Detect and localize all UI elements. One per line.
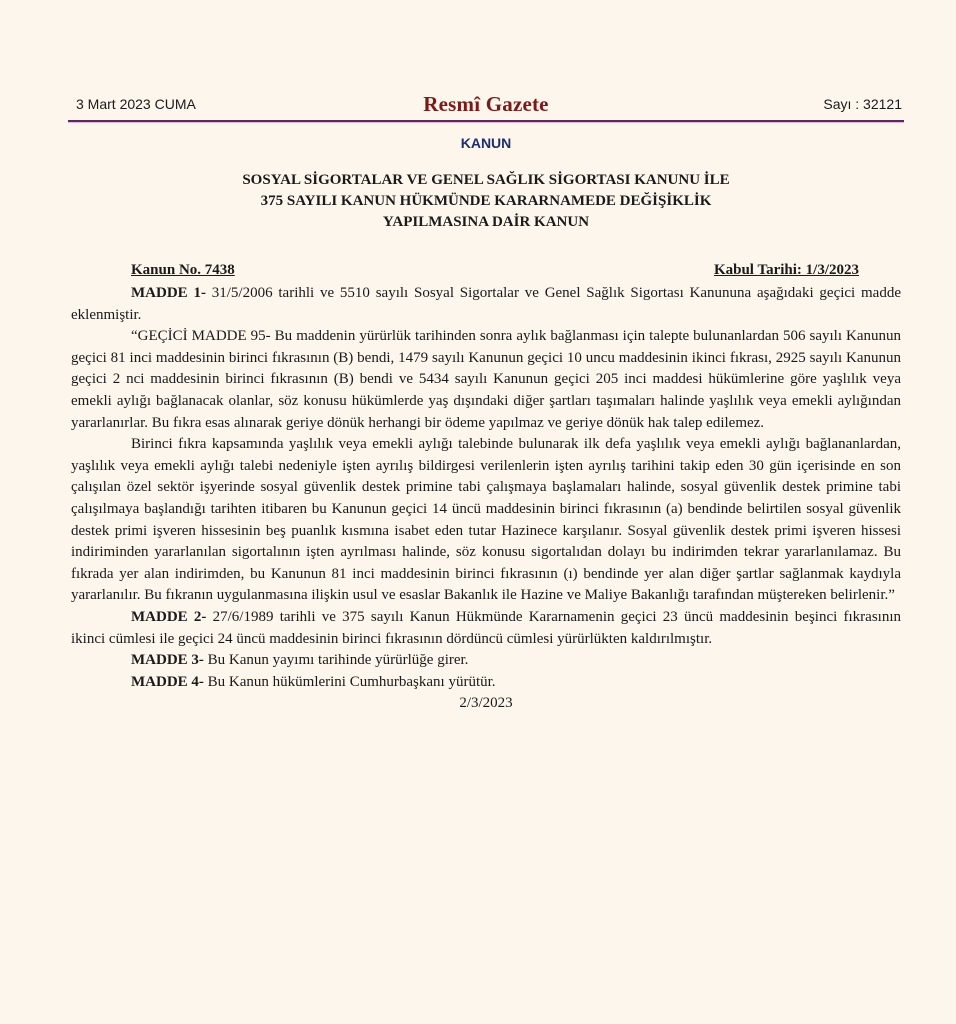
article-text: Bu Kanun yayımı tarihinde yürürlüğe girer.	[203, 652, 469, 669]
law-body	[71, 283, 901, 715]
article-4	[71, 672, 901, 694]
gazette-header	[68, 92, 904, 118]
issue-number: Sayı : 32121	[823, 96, 902, 112]
article-label: MADDE 1-	[131, 285, 206, 301]
law-title	[68, 170, 904, 233]
article-label: MADDE 4-	[131, 673, 204, 690]
article-1	[71, 283, 901, 326]
document-kind: KANUN	[460, 135, 512, 151]
article-text: Bu Kanun hükümlerini Cumhurbaşkanı yürütür.	[203, 673, 496, 690]
article-label: MADDE 3-	[131, 652, 204, 669]
header-divider	[68, 120, 904, 122]
publication-title: Resmî Gazete	[423, 92, 549, 116]
article-2	[71, 607, 901, 650]
article-3	[71, 650, 901, 672]
law-title-line: SOSYAL SİGORTALAR VE GENEL SAĞLIK SİGORTASI KANUNU İLE	[242, 172, 730, 188]
article-text: 27/6/1989 tarihli ve 375 sayılı Kanun Hükmünde Kararnamenin geçici 23 üncü maddesinin beşinci fıkrasının ikinci cümlesi ile geçici 24 üncü maddesinin birinci fıkrasının dördüncü cümlesi yürürlükten kaldırılmıştır.	[71, 608, 901, 647]
provisional-article-paragraph: “GEÇİCİ MADDE 95- Bu maddenin yürürlük tarihinden sonra aylık bağlanması için talepte bulunanlardan 506 sayılı Kanunun geçici 81 inci maddesinin birinci fıkrasının (B) bendi, 1479 sayılı Kanunun geçici 10 uncu maddesinin ikinci fıkrası, 2925 sayılı Kanunun geçici 2 nci maddesinin birinci fıkrasının (B) bendi ve 5434 sayılı Kanunun geçici 205 inci maddesi hükümlerine göre yaşlılık veya emekli aylığı bağlanacak olanlar, söz konusu hükümlerde yaş dışındaki diğer şartları taşımaları halinde yaşlılık veya emekli aylığından yararlanırlar. Bu fıkra esas alınarak geriye dönük herhangi bir ödeme yapılmaz ve geriye dönük hak talep edilemez.	[71, 328, 901, 431]
article-label: MADDE 2-	[131, 608, 207, 625]
law-title-line: 375 SAYILI KANUN HÜKMÜNDE KARARNAMEDE DEĞİŞİKLİK	[260, 193, 712, 209]
acceptance-date: Kabul Tarihi: 1/3/2023	[713, 262, 859, 278]
law-meta	[131, 262, 859, 282]
issue-date: 3 Mart 2023 CUMA	[76, 96, 196, 112]
law-number: Kanun No. 7438	[131, 262, 235, 278]
provisional-article-paragraph: Birinci fıkra kapsamında yaşlılık veya emekli aylığı talebinde bulunarak ilk defa yaşlılık veya emekli aylığı bağlananlardan, yaşlılık veya emekli aylığı talebi nedeniyle işten ayrılış bildirgesi verilenlerin işten ayrılış tarihini takip eden 30 gün içerisinde en son çalışılan özel sektör işyerinde sosyal güvenlik destek primine tabi çalışmaya başlamaları halinde, sosyal güvenlik destek primine tabi çalışılmaya başlandığı tarihten itibaren bu Kanunun geçici 14 üncü maddesinin birinci fıkrasının (a) bendinde belirtilen sosyal güvenlik destek primi işveren hissesinin beş puanlık kısmına isabet eden tutar Hazinece karşılanır. Sosyal güvenlik destek primi işveren hissesi indiriminden yararlanılan sigortalının işten ayrılması halinde, söz konusu sigortalıdan dolayı bu indirimden tekrar yararlanılamaz. Bu fıkrada yer alan indirimden, bu Kanunun 81 inci maddesinin birinci fıkrasının (ı) bendinde yer alan diğer şartlar sağlanmak kaydıyla yararlanılır. Bu fıkranın uygulanmasına ilişkin usul ve esaslar Bakanlık ile Hazine ve Maliye Bakanlığı tarafından müştereken belirlenir.”	[71, 436, 901, 604]
signature-date: 2/3/2023	[459, 695, 513, 712]
article-text: 31/5/2006 tarihli ve 5510 sayılı Sosyal Sigortalar ve Genel Sağlık Sigortası Kanununa aşağıdaki geçici madde eklenmiştir.	[71, 285, 901, 323]
law-title-line: YAPILMASINA DAİR KANUN	[382, 214, 590, 230]
